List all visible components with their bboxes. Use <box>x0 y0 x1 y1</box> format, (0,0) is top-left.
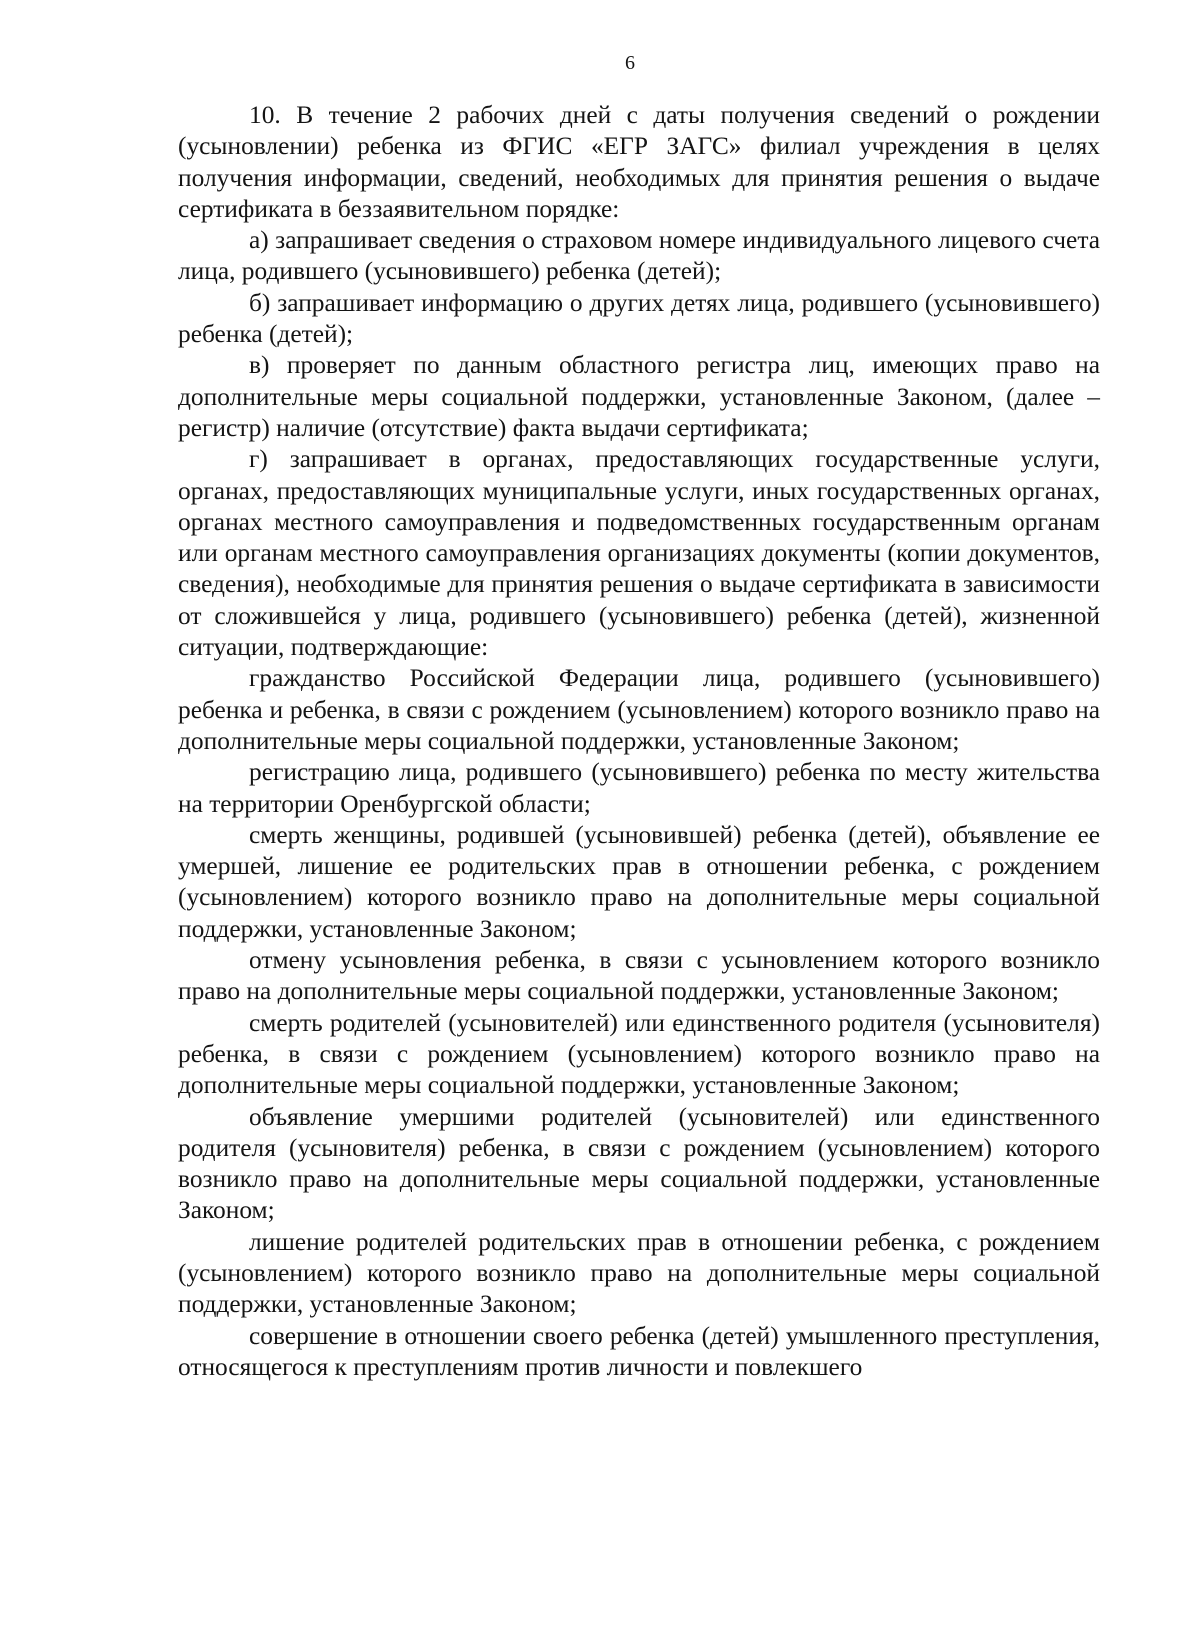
paragraph-deprivation-rights: лишение родителей родительских прав в отношении ребенка, с рождением (усыновлением) которого возникло право на дополнительные меры социальной поддержки, установленные Законом; <box>178 1227 1100 1319</box>
paragraph-item-g: г) запрашивает в органах, предоставляющих государственные услуги, органах, предоставляющих муниципальные услуги, иных государственных органах, органах местного самоуправления и подведомственных государственным органам или органам местного самоуправления организациях документы (копии документов, сведения), необходимые для принятия решения о выдаче сертификата в зависимости от сложившейся у лица, родившего (усыновившего) ребенка (детей), жизненной ситуации, подтверждающие: <box>178 445 1100 662</box>
paragraph-item-b: б) запрашивает информацию о других детях лица, родившего (усыновившего) ребенка (детей); <box>178 288 1100 349</box>
page-number: 6 <box>625 52 635 74</box>
paragraph-10: 10. В течение 2 рабочих дней с даты получения сведений о рождении (усыновлении) ребенка из ФГИС «ЕГР ЗАГС» филиал учреждения в целях получения информации, сведений, необходимых для принятия решения о выдаче сертификата в беззаявительном порядке: <box>178 101 1100 223</box>
paragraph-mother-death: смерть женщины, родившей (усыновившей) ребенка (детей), объявление ее умершей, лишение ее родительских прав в отношении ребенка, с рождением (усыновлением) которого возникло право на дополнительные меры социальной поддержки, установленные Законом; <box>178 820 1100 943</box>
paragraph-item-a: а) запрашивает сведения о страховом номере индивидуального лицевого счета лица, родившего (усыновившего) ребенка (детей); <box>178 226 1100 286</box>
paragraph-adoption-cancel: отмену усыновления ребенка, в связи с усыновлением которого возникло право на дополнительные меры социальной поддержки, установленные Законом; <box>178 946 1100 1006</box>
paragraph-parents-death: смерть родителей (усыновителей) или единственного родителя (усыновителя) ребенка, в связи с рождением (усыновлением) которого возникло право на дополнительные меры социальной поддержки, установленные Законом; <box>178 1008 1100 1100</box>
document-body <box>178 100 1100 1383</box>
paragraph-crime: совершение в отношении своего ребенка (детей) умышленного преступления, относящегося к преступлениям против личности и повлекшего <box>178 1321 1100 1381</box>
paragraph-registration: регистрацию лица, родившего (усыновившего) ребенка по месту жительства на территории Оренбургской области; <box>178 758 1100 818</box>
paragraph-parents-declared-dead: объявление умершими родителей (усыновителей) или единственного родителя (усыновителя) ребенка, в связи с рождением (усыновлением) которого возникло право на дополнительные меры социальной поддержки, установленные Законом; <box>178 1102 1100 1225</box>
paragraph-citizenship: гражданство Российской Федерации лица, родившего (усыновившего) ребенка и ребенка, в связи с рождением (усыновлением) которого возникло право на дополнительные меры социальной поддержки, установленные Законом; <box>178 664 1100 755</box>
paragraph-item-v: в) проверяет по данным областного регистра лиц, имеющих право на дополнительные меры социальной поддержки, установленные Законом, (далее – регистр) наличие (отсутствие) факта выдачи сертификата; <box>178 351 1100 442</box>
